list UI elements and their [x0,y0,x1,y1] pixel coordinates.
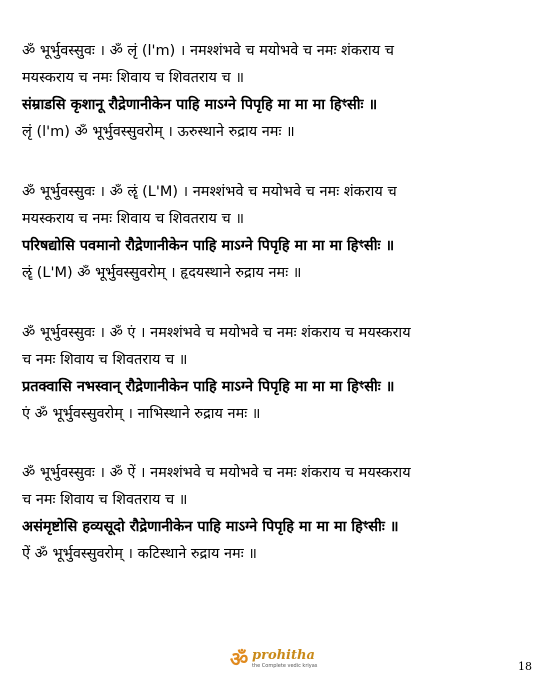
mantra-line: असंमृष्टोसि हव्यसूदो रौद्रेणानीकेन पाहि माऽग्ने पिपृहि मा मा मा हिꣳसीः ॥ [22,519,399,535]
verse-line: ॐ भूर्भुवस्सुवः । ॐ ऐं । नमश्शंभवे च मयोभवे च नमः शंकराय च मयस्कराय [22,465,411,481]
verse-line: ॐ भूर्भुवस्सुवः । ॐ लृं (l'm) । नमश्शंभवे च मयोभवे च नमः शंकराय च [22,43,394,59]
verse-line: ॐ भूर्भुवस्सुवः । ॐ ॡं (L'M) । नमश्शंभवे च मयोभवे च नमः शंकराय च [22,184,397,200]
mantra-line: प्रतक्वासि नभस्वान् रौद्रेणानीकेन पाहि माऽग्ने पिपृहि मा मा मा हिꣳसीः ॥ [22,379,395,395]
prohitha-logo [230,648,330,674]
verse-line: च नमः शिवाय च शिवतराय च ॥ [22,352,188,368]
verse-stanza-4 [22,460,532,568]
logo-tagline: the Complete vedic kriyas [252,663,318,669]
verse-line: ॡं (L'M) ॐ भूर्भुवस्सुवरोम् । हृदयस्थाने रुद्राय नमः ॥ [22,265,302,281]
logo-wordmark: prohitha [252,648,315,663]
mantra-line: संम्राडसि कृशानू रौद्रेणानीकेन पाहि माऽग्ने पिपृहि मा मा मा हिꣳसीः ॥ [22,97,378,113]
verse-line: एं ॐ भूर्भुवस्सुवरोम् । नाभिस्थाने रुद्राय नमः ॥ [22,406,261,422]
verse-line: च नमः शिवाय च शिवतराय च ॥ [22,492,188,508]
mantra-line: परिषद्योसि पवमानो रौद्रेणानीकेन पाहि माऽग्ने पिपृहि मा मा मा हिꣳसीः ॥ [22,238,395,254]
verse-line: मयस्कराय च नमः शिवाय च शिवतराय च ॥ [22,70,245,86]
verse-stanza-3 [22,320,532,428]
verse-line: ॐ भूर्भुवस्सुवः । ॐ एं । नमश्शंभवे च मयोभवे च नमः शंकराय च मयस्कराय [22,325,411,341]
verse-stanza-1 [22,38,532,146]
verse-stanza-2 [22,179,532,287]
verse-line: ऐं ॐ भूर्भुवस्सुवरोम् । कटिस्थाने रुद्राय नमः ॥ [22,546,257,562]
verse-line: लृं (l'm) ॐ भूर्भुवस्सुवरोम् । ऊरुस्थाने रुद्राय नमः ॥ [22,124,295,140]
page-number: 18 [518,660,532,673]
om-logo-icon: ॐ [230,647,249,671]
verse-line: मयस्कराय च नमः शिवाय च शिवतराय च ॥ [22,211,245,227]
